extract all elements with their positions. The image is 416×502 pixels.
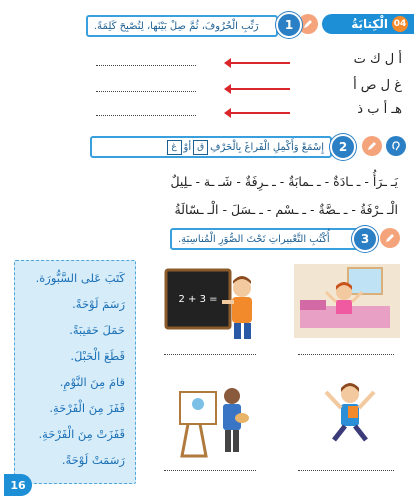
picture-2-answer-line[interactable] [298, 354, 394, 355]
word-bank-item: كَتَبَ عَلى السَّبُّورَة. [35, 271, 125, 285]
q2-letter-b: غ [167, 140, 182, 155]
word-bank-item: رَسَمَتْ لَوْحَةً. [61, 453, 125, 467]
boy-at-blackboard-picture [160, 262, 264, 342]
boy-jumping-picture [312, 376, 388, 458]
q1-instruction: رَتِّبِ الْحُرُوفَ، ثُمَّ صِلْ بَيْنَها، لِتُصْبِحَ كَلِمَةً. [94, 20, 259, 32]
word-bank-item: قامَ مِنَ النَّوْمِ. [59, 375, 125, 389]
picture-3-answer-line[interactable] [164, 470, 256, 471]
q2-or: أوْ [183, 141, 192, 153]
q3-instruction: أُكْتُبِ التَّعْبيراتِ تَحْتَ الصُّوَرِ الْمُناسِبَةِ. [178, 233, 330, 245]
q3-instruction-box [170, 228, 362, 250]
page-number: 16 [4, 474, 32, 496]
q1-row-3-letters: هـ أ ب ذ [357, 102, 402, 117]
q1-row-2-letters: غ ل ص أ [353, 78, 402, 93]
q1-row-2-answer-line[interactable] [96, 91, 196, 92]
section-tab [322, 14, 414, 34]
q2-letter-a: ق [193, 140, 208, 155]
q2-instruction-box [90, 136, 332, 158]
board-text: 2 + 3 = [178, 294, 218, 305]
word-bank-item: قَفَزَتْ مِنَ الْفَرْحَةِ. [38, 427, 125, 441]
q1-row-1-letters: أ ل ك ت [353, 52, 402, 67]
q2-instruction: إِسْمَعْ وَأَكْمِلِ الْفَراغَ بِالْحَرْفِ [210, 141, 324, 153]
q1-instruction-box [86, 15, 278, 37]
ear-icon [386, 136, 406, 156]
pencil-icon [380, 228, 400, 248]
section-number: 04 [392, 16, 408, 32]
section-title: الْكِتابَةُ [351, 17, 388, 31]
boy-painting-picture [172, 378, 256, 458]
q3-number: 3 [352, 226, 378, 252]
girl-waking-up-picture [292, 262, 402, 340]
q2-number: 2 [330, 134, 356, 160]
pencil-icon [362, 136, 382, 156]
word-bank-item: قَفَزَ مِنَ الْفَرْحَةِ. [49, 401, 125, 415]
q1-number: 1 [276, 12, 302, 38]
picture-4-answer-line[interactable] [298, 470, 394, 471]
q2-row-1: يَـ ـرَأُ - ـ ـادَةٌ - ـ ـمابَةٌ - ـ ـرِفَةٌ - شَـ ـة - ـلِيلٌ [170, 174, 398, 189]
q1-row-1-arrow [230, 62, 290, 64]
word-bank-item: قَطَعَ الْحَبْلَ. [70, 349, 125, 363]
word-bank-item: رَسَمَ لَوْحَةً. [72, 297, 125, 311]
word-bank-item: حَمَلَ حَقيبَةً. [69, 323, 125, 337]
word-bank [14, 260, 136, 484]
q1-row-1-answer-line[interactable] [96, 65, 196, 66]
picture-1-answer-line[interactable] [164, 354, 256, 355]
q1-row-2-arrow [230, 88, 290, 90]
q2-row-2: الْـ ـرْفَةُ - ـ ـصَّةٌ - ـ ـسْم - ـ ـسَلَ - الْـ ـسّالَةُ [174, 202, 398, 217]
q1-row-3-answer-line[interactable] [96, 115, 196, 116]
q1-row-3-arrow [230, 112, 290, 114]
